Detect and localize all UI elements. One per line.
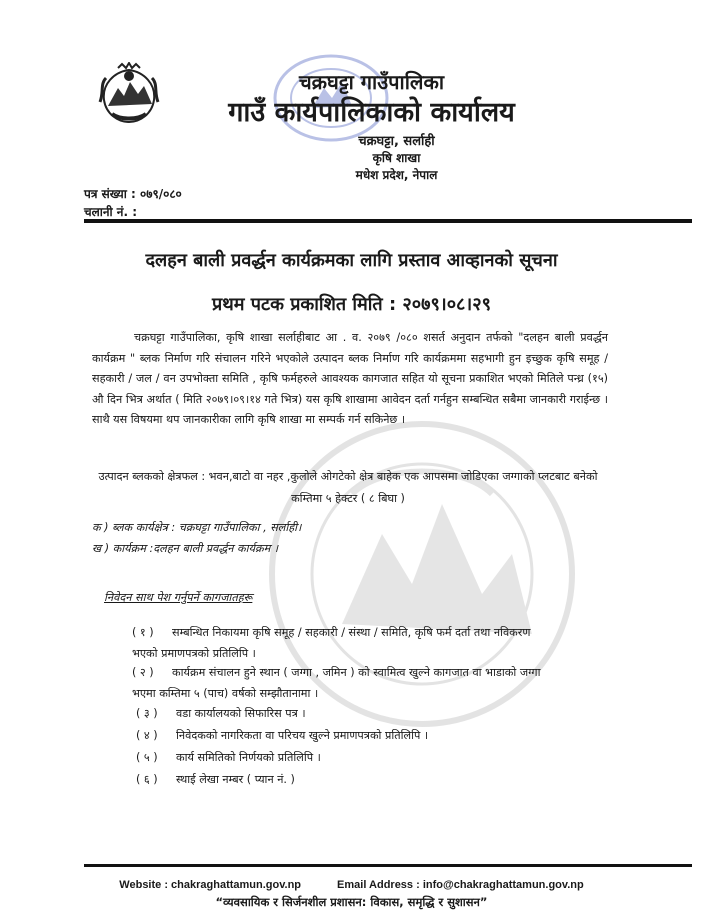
- footer-slogan: “व्यवसायिक र सिर्जनशील प्रशासन: विकास, समृद्धि र सुशासन”: [215, 895, 488, 909]
- province-name: मधेश प्रदेश, नेपाल: [355, 168, 438, 182]
- footer-contact: [0, 879, 703, 891]
- office-address: चक्रघट्टा, सर्लाही: [358, 134, 435, 149]
- dispatch-number: चलानी नं. :: [84, 205, 138, 219]
- document-item: [136, 747, 321, 768]
- notice-title: दलहन बाली प्रवर्द्धन कार्यक्रमका लागि प्रस्ताव आव्हानको सूचना: [145, 250, 558, 271]
- document-item-text: कार्यक्रम संचालन हुने स्थान ( जग्गा , जमिन ) को स्वामित्व खुल्ने कागजात वा भाडाको जग्गा भएमा कम्तिमा ५ (पाच) वर्षको सम्झौतानामा ।: [132, 666, 541, 700]
- org-name-line1: चक्रघट्टा गाउँपालिका: [298, 70, 445, 94]
- document-item-number: ( ३ ): [136, 707, 158, 720]
- document-item: [136, 703, 306, 724]
- footer-divider: [84, 864, 692, 867]
- website-link[interactable]: Website : chakraghattamun.gov.np: [119, 879, 302, 891]
- notice-body: [92, 328, 608, 431]
- email-link[interactable]: Email Address : info@chakraghattamun.gov.np: [337, 879, 584, 891]
- document-item-text: कार्य समितिको निर्णयको प्रतिलिपि ।: [176, 751, 321, 764]
- letter-number: पत्र संख्या : ०७९/०८०: [84, 187, 182, 201]
- document-item-number: ( ५ ): [136, 751, 158, 764]
- document-item-number: ( २ ): [132, 666, 154, 679]
- publish-date: प्रथम पटक प्रकाशित मिति : २०७९।०८।२९: [212, 294, 491, 315]
- document-item-text: निवेदकको नागरिकता वा परिचय खुल्ने प्रमाणपत्रको प्रतिलिपि ।: [176, 729, 429, 742]
- document-item-text: सम्बन्धित निकायमा कृषि समूह / सहकारी / संस्था / समिति, कृषि फर्म दर्ता तथा नविकरण भएको प्रमाणपत्रको प्रतिलिपि ।: [132, 626, 531, 660]
- program-line: ख ) कार्यक्रम :दलहन बाली प्रवर्द्धन कार्यक्रम ।: [92, 542, 279, 555]
- document-item-number: ( ६ ): [136, 773, 158, 786]
- block-area-line: क ) ब्लक कार्यक्षेत्र : चक्रघट्टा गाउँपालिका , सर्लाही।: [92, 521, 302, 534]
- document-item: [132, 662, 562, 704]
- document-item-number: ( ४ ): [136, 729, 158, 742]
- required-documents-heading: निवेदन साथ पेश गर्नुपर्ने कागजातहरू: [104, 591, 253, 604]
- header-divider: [84, 219, 692, 223]
- document-item: [132, 622, 552, 664]
- document-item: [136, 769, 295, 790]
- document-item-text: स्थाई लेखा नम्बर ( प्यान नं. ): [176, 773, 295, 786]
- notice-body-text: चक्रघट्टा गाउँपालिका, कृषि शाखा सर्लाहीबाट आ . व. २०७९ /०८० शसर्त अनुदान तर्फको "दलहन बाली प्रवर्द्धन कार्यक्रम " ब्लक निर्माण गरि संचालन गरिने भएकोले उत्पादन ब्लक निर्माण गरि कार्यक्रममा सहभागी हुन इच्छुक कृषि समूह / सहकारी / जल / वन उपभोक्ता समिति , कृषि फर्महरुले आवश्यक कागजात सहित यो सूचना प्रकाशित भएको मितिले पन्ध्र (१५) औ दिन भित्र अर्थात ( मिति २०७९।०९।१४ गते भित्र) यस कृषि शाखामा आवेदन दर्ता गर्नहुन सम्बन्धित सबैमा जानकारी गराईन्छ । साथै यस विषयमा थप जानकारीका लागि कृषि शाखा मा सम्पर्क गर्न सकिनेछ ।: [92, 331, 608, 426]
- watermark-seal-icon: [262, 384, 582, 764]
- department-name: कृषि शाखा: [372, 151, 421, 165]
- document-item-number: ( १ ): [132, 626, 154, 639]
- production-block-area: उत्पादन ब्लकको क्षेत्रफल : भवन,बाटो वा नहर ,कुलोले ओगटेको क्षेत्र बाहेक एक आपसमा जोडिएका जग्गाको प्लटबाट बनेको कम्तिमा ५ हेक्टर ( ८ बिघा ): [98, 470, 598, 505]
- document-item: [136, 725, 428, 746]
- org-name-line2: गाउँ कार्यपालिकाको कार्यालय: [228, 97, 515, 128]
- document-item-text: वडा कार्यालयको सिफारिस पत्र ।: [176, 707, 306, 720]
